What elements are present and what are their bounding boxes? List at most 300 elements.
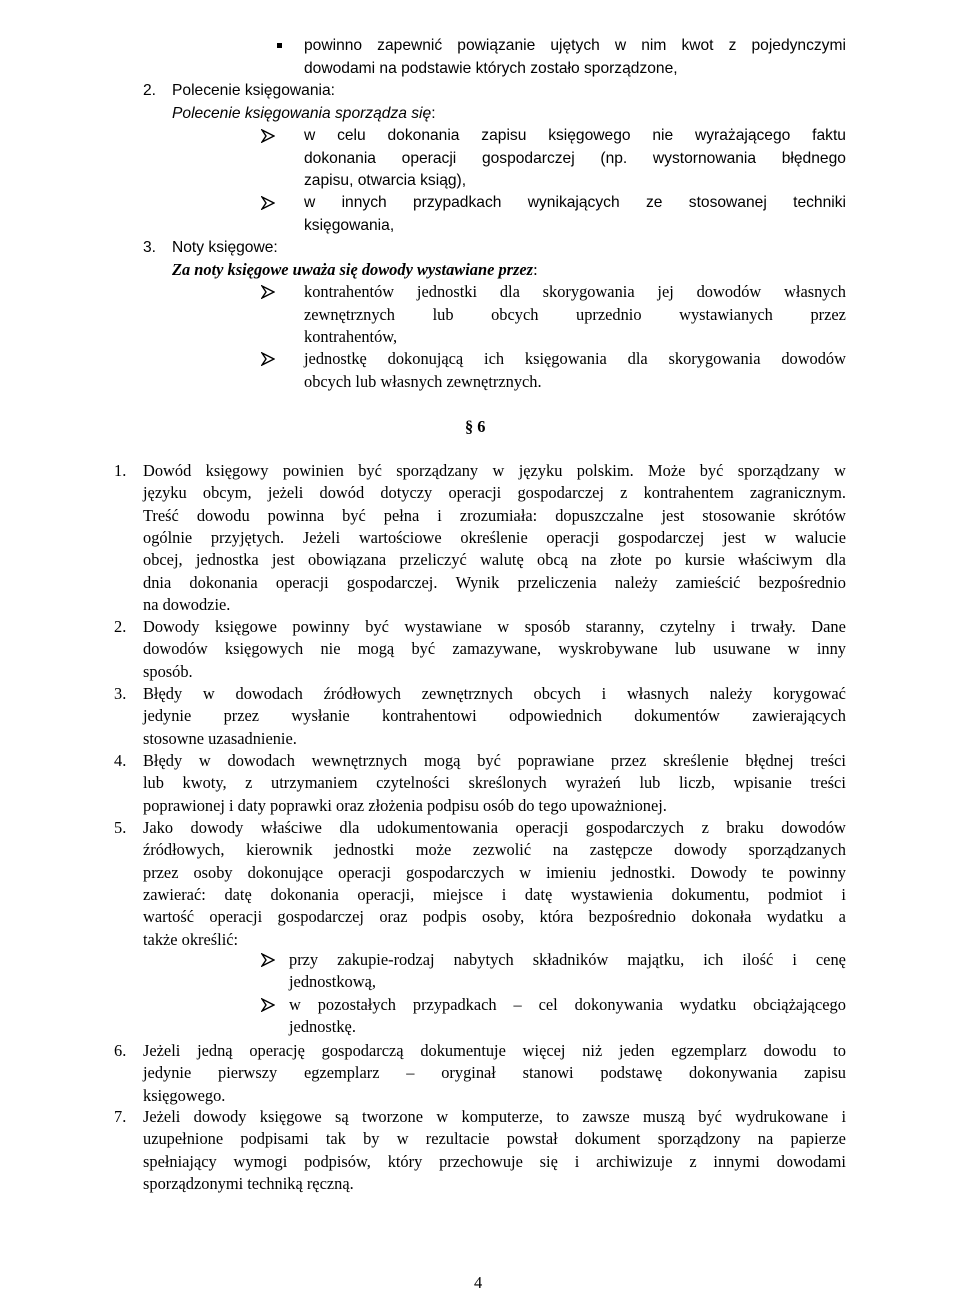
text-line: zapisu, otwarcia ksiąg),	[304, 172, 467, 189]
word: dnia	[143, 572, 172, 592]
intro-italic: Za noty księgowe uważa się dowody wystawiane przez	[172, 260, 534, 279]
text-line	[304, 304, 846, 326]
text-line: dowodami na podstawie których zostało sporządzone,	[304, 59, 678, 77]
word: być	[342, 505, 366, 525]
word: podpis	[422, 907, 467, 927]
text-line	[143, 1151, 846, 1173]
word: stosowanie	[702, 505, 776, 525]
word: błędnego	[781, 149, 846, 167]
word: uzupełnione	[143, 1129, 224, 1149]
word: księgowego	[548, 127, 631, 144]
text-line	[304, 281, 846, 303]
word: dowodach	[235, 684, 303, 703]
word: który	[387, 1151, 423, 1171]
word: to	[833, 1041, 846, 1060]
word: na	[757, 1129, 774, 1149]
text-line	[143, 772, 846, 794]
word: liczb,	[678, 773, 715, 793]
word: przy	[289, 950, 319, 969]
word: Dowody	[690, 862, 747, 882]
word: wystawianych	[679, 304, 773, 324]
word: egzemplarz	[303, 1063, 380, 1083]
word: wydatku	[766, 907, 824, 927]
word: właściwym	[738, 550, 813, 570]
word: powinny	[788, 862, 846, 882]
text-line	[143, 1106, 846, 1128]
word: jednostka	[195, 550, 259, 570]
word: jest	[723, 527, 746, 547]
arrow-bullet-icon	[261, 352, 275, 366]
word: przypadkach	[412, 995, 497, 1014]
word: Dowody	[143, 617, 200, 636]
word: –	[513, 995, 522, 1014]
word: księgowy	[205, 461, 269, 480]
word: faktu	[812, 127, 846, 144]
word: być	[365, 617, 389, 636]
word: dowody	[190, 818, 244, 837]
word: w	[492, 461, 505, 480]
text-line	[143, 817, 846, 839]
word: archiwizuje	[596, 1151, 673, 1171]
word: księgowe	[259, 1107, 322, 1126]
word: być	[411, 639, 436, 659]
word: jednostki	[334, 840, 395, 860]
word: przeliczenia	[517, 572, 597, 592]
word: zakupie-rodzaj	[337, 950, 435, 969]
word: zewnętrznych	[304, 304, 396, 324]
word: określenie	[460, 527, 528, 547]
section-heading: Noty księgowe:	[172, 239, 278, 256]
word: czytelności	[376, 773, 450, 793]
text-line	[304, 192, 846, 214]
word: składników	[532, 950, 609, 969]
word: Jeżeli	[143, 1107, 181, 1126]
word: i	[501, 884, 507, 904]
word: dowodów	[696, 282, 762, 301]
word: dokonania	[270, 884, 339, 904]
word: i	[792, 950, 797, 969]
word: gospodarczej.	[346, 572, 438, 592]
word: dokonania	[387, 127, 460, 144]
text-line	[304, 148, 846, 170]
word: źródłowych	[323, 684, 402, 703]
word: podpisów,	[304, 1151, 371, 1171]
word: gospodarczej	[481, 149, 575, 167]
word: i	[437, 505, 442, 525]
list-number: 4.	[114, 751, 127, 770]
word: zagranicznym.	[749, 483, 846, 503]
word: skrótów	[793, 505, 846, 525]
word: oraz	[379, 907, 408, 927]
word: zewnętrznych	[421, 684, 513, 703]
word: nim	[641, 37, 667, 54]
word: lub	[674, 639, 696, 659]
word: jedynie	[143, 706, 192, 726]
word: księgowania	[524, 349, 607, 368]
word: dokonania	[189, 572, 258, 592]
text-line: stosowne uzasadnienie.	[143, 728, 297, 748]
list-number: 3.	[114, 684, 127, 703]
word: spełniający	[143, 1151, 217, 1171]
word: powinien	[282, 461, 344, 480]
word: operacji	[448, 483, 502, 503]
word: z	[620, 483, 628, 503]
word: dokonywania	[689, 1063, 778, 1083]
word: własnych	[784, 282, 846, 301]
arrow-bullet-icon	[261, 285, 275, 299]
word: jeżeli	[267, 483, 304, 503]
word: przez	[610, 751, 647, 770]
word: przechowuje	[439, 1151, 523, 1171]
text-line: poprawionej i daty poprawki oraz złożenia podpisu osób do tego upoważnionej.	[143, 795, 667, 815]
word: księgowych	[224, 639, 304, 659]
word: Może	[648, 461, 686, 480]
word: wystawienia	[570, 884, 653, 904]
word: dokumentów	[634, 706, 720, 726]
word: powinna	[267, 505, 325, 525]
word: dowodu	[763, 1041, 817, 1060]
word: obcych	[533, 684, 581, 703]
text-line	[304, 35, 846, 57]
word: nie	[652, 127, 674, 144]
text-line: kontrahentów,	[304, 327, 398, 346]
word: –	[406, 1063, 415, 1083]
word: złote	[609, 550, 642, 570]
word: obcym,	[202, 483, 252, 503]
word: dotyczy	[380, 483, 433, 503]
word: Jeżeli	[302, 527, 341, 547]
word: operacji	[401, 149, 457, 167]
word: gospodarczych	[585, 818, 685, 837]
word: dowodów	[781, 818, 846, 837]
word: czytelny	[659, 617, 716, 636]
word: cel	[538, 995, 558, 1014]
square-bullet-icon	[277, 43, 282, 48]
list-number: 2.	[114, 617, 127, 636]
word: treści	[810, 773, 846, 793]
list-number: 1.	[114, 461, 127, 480]
word: się	[539, 1151, 558, 1171]
text-line	[143, 862, 846, 884]
text-line	[143, 705, 846, 727]
word: rezultacie	[425, 1129, 490, 1149]
word: księgowe	[214, 617, 277, 636]
word: polskim.	[576, 461, 634, 480]
text-line	[143, 1040, 846, 1062]
word: wartościowe	[358, 527, 442, 547]
word: przeliczyć	[399, 550, 467, 570]
word: sporządzany	[737, 461, 820, 480]
text-line	[143, 638, 846, 660]
word: trwały.	[750, 617, 796, 636]
word: ze	[645, 194, 663, 211]
word: w	[202, 684, 215, 703]
arrow-bullet-icon	[261, 196, 275, 210]
word: powstał	[506, 1129, 558, 1149]
word: obciążającego	[753, 995, 846, 1014]
word: wewnętrznych	[311, 751, 408, 770]
word: Wynik	[455, 572, 500, 592]
text-line	[143, 616, 846, 638]
word: przez	[810, 304, 846, 324]
word: jest	[661, 505, 685, 525]
word: w	[787, 639, 800, 659]
word: dowody	[193, 1107, 247, 1126]
word: dokumentuje	[420, 1041, 506, 1060]
list-number: 3.	[143, 239, 157, 256]
word: pojedynczymi	[751, 37, 846, 54]
word: kontrahentowi	[382, 706, 477, 726]
word: przez	[143, 862, 179, 882]
word: osoby	[193, 862, 233, 882]
word: korygować	[773, 684, 846, 703]
word: dowodach	[227, 751, 295, 770]
word: z	[689, 1151, 697, 1171]
text-line	[143, 1062, 846, 1084]
page-number: 4	[474, 1273, 483, 1292]
word: na	[581, 550, 597, 570]
arrow-bullet-icon	[261, 998, 275, 1012]
word: datę	[224, 884, 252, 904]
word: w	[304, 194, 316, 211]
word: tak	[325, 1129, 346, 1149]
intro-colon: :	[533, 260, 538, 279]
text-line	[143, 505, 846, 527]
word: podstawę	[600, 1063, 663, 1083]
word: walutę	[480, 550, 524, 570]
word: jednostki.	[611, 862, 676, 882]
word: błędnej	[745, 751, 794, 770]
word: innych	[341, 194, 387, 211]
word: i	[601, 684, 607, 703]
word: oryginał	[441, 1063, 496, 1083]
word: jednostkę	[304, 349, 367, 368]
word: dowodów	[781, 349, 846, 368]
word: zapisu	[804, 1063, 846, 1083]
word: języku	[518, 461, 563, 480]
word: obcą	[537, 550, 568, 570]
list-number: 6.	[114, 1041, 127, 1060]
word: ilość	[742, 950, 774, 969]
word: i	[574, 1151, 580, 1171]
word: uprzednio	[576, 304, 642, 324]
word: operacji	[338, 862, 391, 882]
word: w	[614, 37, 627, 54]
word: wyrażającego	[694, 127, 791, 144]
word: właściwe	[260, 818, 322, 837]
word: w	[764, 527, 777, 547]
word: operacji	[515, 818, 569, 837]
word: jednostki	[416, 282, 478, 301]
word: wyskrobywane	[558, 639, 658, 659]
word: kontrahentem	[643, 483, 734, 503]
word: Jako	[143, 818, 174, 837]
text-line: jednostkową,	[289, 972, 376, 992]
word: gospodarczą	[321, 1041, 404, 1060]
word: operacji	[209, 907, 263, 927]
word: być	[699, 461, 724, 480]
word: języku	[143, 483, 187, 503]
word: mogą	[357, 639, 395, 659]
word: gospodarczej	[517, 483, 604, 503]
word: operację	[249, 1041, 305, 1060]
word: dowody	[674, 840, 727, 860]
word: na	[552, 840, 569, 860]
word: lub	[639, 773, 661, 793]
word: w	[497, 617, 510, 636]
word: w	[304, 127, 316, 144]
word: kwoty,	[182, 773, 227, 793]
word: kwot	[681, 37, 714, 54]
text-line	[304, 125, 846, 147]
word: dowodu	[196, 505, 250, 525]
word: być	[477, 751, 501, 770]
list-number: 2.	[143, 82, 157, 99]
word: być	[358, 461, 382, 480]
text-line: na dowodzie.	[143, 594, 231, 614]
word: przez	[223, 706, 260, 726]
word: zapewnić	[377, 37, 443, 54]
word: przypadkach	[413, 194, 502, 211]
word: zrozumiała:	[459, 505, 538, 525]
word: sposób	[524, 617, 571, 636]
word: wystawiane	[404, 617, 482, 636]
word: operacji	[275, 572, 329, 592]
word: ujętych	[550, 37, 600, 54]
word: powinny	[292, 617, 350, 636]
section-heading: Polecenie księgowania:	[172, 82, 335, 99]
text-line	[289, 949, 846, 971]
word: która	[539, 907, 574, 927]
word: poprawiane	[517, 751, 595, 770]
word: te	[761, 862, 774, 882]
word: ich	[703, 950, 724, 969]
word: gospodarczej	[617, 527, 705, 547]
word: walucie	[795, 527, 846, 547]
word: utrzymaniem	[271, 773, 358, 793]
word: źródłowych,	[143, 840, 225, 860]
word: z	[245, 773, 253, 793]
list-number: 5.	[114, 818, 127, 837]
word: więcej	[522, 1041, 566, 1060]
word: wyrażeń	[565, 773, 621, 793]
word: Błędy	[143, 684, 183, 703]
word: dowodami	[776, 1151, 846, 1171]
word: udokumentowania	[376, 818, 498, 837]
word: dla	[339, 818, 360, 837]
word: dokonujące	[247, 862, 324, 882]
word: w	[396, 1129, 409, 1149]
word: wydatku	[679, 995, 737, 1014]
word: niż	[582, 1041, 603, 1060]
word: wydrukowane	[735, 1107, 829, 1126]
word: kontrahentów	[304, 282, 395, 301]
word: zamieścić	[675, 572, 741, 592]
word: wpisanie	[733, 773, 792, 793]
word: w	[198, 751, 211, 770]
word: stanowi	[522, 1063, 574, 1083]
text-line	[143, 527, 846, 549]
word: jej	[657, 282, 674, 301]
word: techniki	[793, 194, 846, 211]
word: Błędy	[143, 751, 183, 770]
word: w	[519, 862, 532, 882]
word: w	[436, 1107, 449, 1126]
word: skorygowania	[542, 282, 635, 301]
word: obcych	[491, 304, 539, 324]
word: dla	[499, 282, 520, 301]
text-line	[304, 348, 846, 370]
word: majątku,	[627, 950, 685, 969]
word: lub	[432, 304, 454, 324]
text-line	[143, 906, 846, 928]
word: dla	[627, 349, 648, 368]
word: staranny,	[585, 617, 645, 636]
word: zapisu	[481, 127, 527, 144]
word: to	[556, 1107, 570, 1126]
word: wartość	[143, 907, 194, 927]
word: jedną	[197, 1041, 233, 1060]
word: w	[834, 461, 846, 480]
word: Dowód	[143, 461, 192, 480]
text-line	[143, 482, 846, 504]
text-line: sposób.	[143, 661, 193, 681]
arrow-bullet-icon	[261, 129, 275, 143]
word: dokument	[574, 1129, 641, 1149]
text-line: sporządzonymi techniką ręczną.	[143, 1173, 354, 1193]
word: pierwszy	[218, 1063, 278, 1083]
word: są	[335, 1107, 349, 1126]
word: gospodarczych	[405, 862, 505, 882]
word: wymogi	[233, 1151, 288, 1171]
word: (np.	[600, 149, 628, 167]
word: innymi	[713, 1151, 760, 1171]
text-line: obcych lub własnych zewnętrznych.	[304, 371, 542, 391]
word: Treść	[143, 505, 179, 525]
text-line	[143, 884, 846, 906]
word: przyjętych.	[210, 527, 285, 547]
word: treści	[810, 751, 846, 770]
word: operacji	[546, 527, 600, 547]
word: egzemplarz	[671, 1041, 747, 1060]
word: miejsce	[432, 884, 484, 904]
text-line	[143, 1128, 846, 1150]
word: lub	[143, 773, 164, 793]
word: ogólnie	[143, 527, 193, 547]
word: wysłanie	[291, 706, 350, 726]
word: wystornowania	[652, 149, 757, 167]
text-line: księgowego.	[143, 1085, 226, 1105]
word: by	[363, 1129, 380, 1149]
intro-line	[172, 259, 538, 281]
word: kursie	[684, 550, 725, 570]
word: skreślonych	[468, 773, 547, 793]
word: skorygowania	[668, 349, 761, 368]
word: dokonała	[691, 907, 752, 927]
word: powiązanie	[457, 37, 536, 54]
word: być	[698, 1107, 722, 1126]
word: zawierać:	[143, 884, 206, 904]
word: odpowiednich	[509, 706, 602, 726]
word: jedynie	[143, 1063, 192, 1083]
word: dokonywania	[574, 995, 663, 1014]
word: należy	[614, 572, 658, 592]
word: kierownik	[246, 840, 313, 860]
word: a	[838, 907, 846, 927]
word: osoby,	[481, 907, 525, 927]
word: obowiązana	[307, 550, 387, 570]
word: jest	[271, 550, 295, 570]
